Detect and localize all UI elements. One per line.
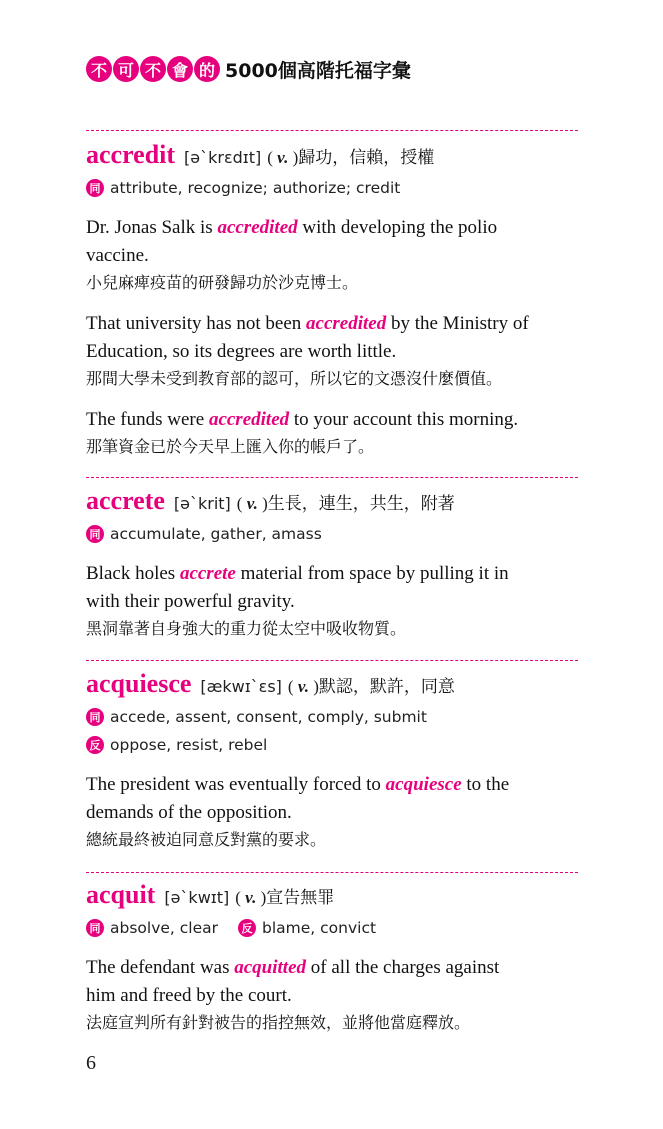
definition: 宣告無罪 xyxy=(266,888,335,908)
example xyxy=(86,406,578,460)
example-keyword: accredited xyxy=(208,409,290,430)
part-of-speech-label: v. xyxy=(246,494,258,513)
definition: 生長，連生，共生，附著 xyxy=(267,494,455,514)
headword-line xyxy=(86,486,578,516)
pronunciation: [ə`krit] xyxy=(173,494,231,513)
antonyms-row xyxy=(86,733,578,757)
example xyxy=(86,560,578,642)
part-of-speech-label: v. xyxy=(297,677,309,696)
part-of-speech: ( v. ) xyxy=(235,888,267,907)
definition: 默認，默許，同意 xyxy=(318,677,455,697)
example-chinese: 總統最終被迫同意反對黨的要求。 xyxy=(86,830,327,849)
entry-divider xyxy=(86,130,578,131)
part-of-speech-label: v. xyxy=(245,888,257,907)
example-chinese: 那間大學未受到教育部的認可，所以它的文憑沒什麼價值。 xyxy=(86,369,503,388)
example-keyword: accredited xyxy=(306,313,387,334)
series-badge: 不 xyxy=(86,56,112,82)
example-chinese: 黑洞靠著自身強大的重力從太空中吸收物質。 xyxy=(86,619,407,638)
definition: 歸功，信賴，授權 xyxy=(298,148,435,168)
antonyms: blame, convict xyxy=(262,919,377,937)
example-chinese: 法庭宣判所有針對被告的指控無效，並將他當庭釋放。 xyxy=(86,1013,471,1032)
entry-accrete xyxy=(86,486,578,642)
synonym-icon: 同 xyxy=(86,525,104,543)
book-title: 5000個高階托福字彙 xyxy=(225,59,411,82)
synonyms-antonyms-row xyxy=(86,916,578,940)
antonym-icon: 反 xyxy=(238,919,256,937)
part-of-speech-label: v. xyxy=(277,148,289,167)
headword: accrete xyxy=(86,486,165,515)
example xyxy=(86,954,578,1036)
example xyxy=(86,310,578,392)
part-of-speech: ( v. ) xyxy=(287,677,319,696)
headword-line xyxy=(86,880,578,910)
example-keyword: accredited xyxy=(217,217,298,238)
entry-acquiesce xyxy=(86,669,578,853)
headword-line xyxy=(86,669,578,699)
synonyms: accumulate, gather, amass xyxy=(110,525,322,543)
example xyxy=(86,771,578,853)
part-of-speech: ( v. ) xyxy=(267,148,299,167)
entry-accredit xyxy=(86,140,578,460)
pronunciation: [ə`krɛdɪt] xyxy=(184,148,262,167)
pronunciation: [ækwɪ`ɛs] xyxy=(200,677,282,696)
series-badges xyxy=(86,56,221,82)
example-english: The president was eventually forced to acquiesce to the demands of the opposition. xyxy=(86,774,510,823)
page-header xyxy=(86,54,411,84)
synonyms: attribute, recognize; authorize; credit xyxy=(110,179,401,197)
example-chinese: 小兒麻痺疫苗的研發歸功於沙克博士。 xyxy=(86,273,359,292)
series-badge: 不 xyxy=(140,56,166,82)
series-badge: 會 xyxy=(167,56,193,82)
synonym-icon: 同 xyxy=(86,708,104,726)
series-badge: 的 xyxy=(194,56,220,82)
headword: acquit xyxy=(86,880,156,909)
antonyms: oppose, resist, rebel xyxy=(110,736,268,754)
synonyms-row xyxy=(86,705,578,729)
entry-divider xyxy=(86,477,578,478)
example-chinese: 那筆資金已於今天早上匯入你的帳戶了。 xyxy=(86,437,375,456)
example-english: Black holes accrete material from space by pulling it in with their powerful gravity. xyxy=(86,563,509,612)
headword-line xyxy=(86,140,578,170)
antonym-icon: 反 xyxy=(86,736,104,754)
synonym-icon: 同 xyxy=(86,919,104,937)
part-of-speech: ( v. ) xyxy=(236,494,268,513)
entry-divider xyxy=(86,872,578,873)
example-english: The funds were accredited to your account this morning. xyxy=(86,409,519,430)
example-english: Dr. Jonas Salk is accredited with developing the polio vaccine. xyxy=(86,217,498,266)
series-badge: 可 xyxy=(113,56,139,82)
pronunciation: [ə`kwɪt] xyxy=(164,888,230,907)
synonyms-row xyxy=(86,522,578,546)
headword: acquiesce xyxy=(86,669,192,698)
page-number: 6 xyxy=(86,1052,96,1074)
entry-divider xyxy=(86,660,578,661)
example-english: The defendant was acquitted of all the charges against him and freed by the court. xyxy=(86,957,500,1006)
synonyms: absolve, clear xyxy=(110,919,219,937)
example-keyword: acquitted xyxy=(234,957,307,978)
synonyms-row xyxy=(86,176,578,200)
example xyxy=(86,214,578,296)
example-keyword: acquiesce xyxy=(385,774,462,795)
example-keyword: accrete xyxy=(179,563,236,584)
example-english: That university has not been accredited by the Ministry of Education, so its degrees are worth little. xyxy=(86,313,529,362)
synonym-icon: 同 xyxy=(86,179,104,197)
entry-acquit xyxy=(86,880,578,1036)
synonyms: accede, assent, consent, comply, submit xyxy=(110,708,427,726)
headword: accredit xyxy=(86,140,176,169)
